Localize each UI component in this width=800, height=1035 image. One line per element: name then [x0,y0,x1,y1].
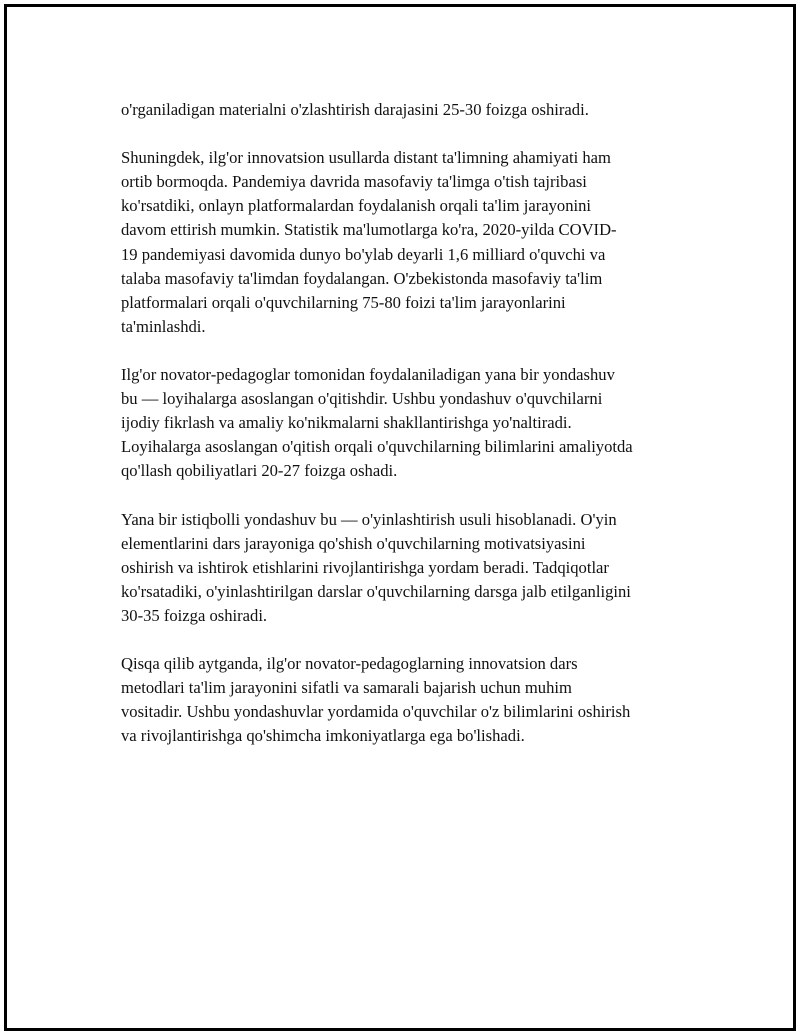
text-line: ortib bormoqda. Pandemiya davrida masofaviy ta'limga o'tish tajribasi [121,172,587,192]
text-line: Shuningdek, ilg'or innovatsion usullarda distant ta'limning ahamiyati ham [121,148,611,168]
page-frame [4,4,796,1031]
text-line: ta'minlashdi. [121,316,206,336]
text-line: vositadir. Ushbu yondashuvlar yordamida o'quvchilar o'z bilimlarini oshirish [121,702,631,722]
text-line: 30-35 foizga oshiradi. [121,605,268,625]
text-line: metodlari ta'lim jarayonini sifatli va samarali bajarish uchun muhim [121,678,572,698]
text-line: platformalari orqali o'quvchilarning 75-80 foizi ta'lim jarayonlarini [121,292,566,312]
text-line: ijodiy fikrlash va amaliy ko'nikmalarni shakllantirishga yo'naltiradi. [121,413,572,433]
text-line: va rivojlantirishga qo'shimcha imkoniyatlarga ega bo'lishadi. [121,726,525,746]
text-line: 19 pandemiyasi davomida dunyo bo'ylab deyarli 1,6 milliard o'quvchi va [121,244,606,264]
text-line: talaba masofaviy ta'limdan foydalangan. O'zbekistonda masofaviy ta'lim [121,268,603,288]
text-line: ko'rsatdiki, onlayn platformalardan foydalanish orqali ta'lim jarayonini [121,196,592,216]
paragraph-4 [121,508,696,628]
text-line: o'rganiladigan materialni o'zlashtirish darajasini 25-30 foizga oshiradi. [121,100,589,119]
paragraph-3 [121,363,696,483]
text-line: bu — loyihalarga asoslangan o'qitishdir. Ushbu yondashuv o'quvchilarni [121,389,603,409]
text-line: davom ettirish mumkin. Statistik ma'lumotlarga ko'ra, 2020-yilda COVID- [121,220,617,240]
text-line: ko'rsatadiki, o'yinlashtirilgan darslar o'quvchilarning darsga jalb etilganligini [121,581,631,601]
text-line: Qisqa qilib aytganda, ilg'or novator-pedagoglarning innovatsion dars [121,654,578,674]
text-line: Yana bir istiqbolli yondashuv bu — o'yinlashtirish usuli hisoblanadi. O'yin [121,509,617,529]
document-body [121,98,696,773]
paragraph-5 [121,652,696,748]
text-line: Loyihalarga asoslangan o'qitish orqali o'quvchilarning bilimlarini amaliyotda [121,437,633,457]
text-line: qo'llash qobiliyatlari 20-27 foizga oshadi. [121,461,398,481]
paragraph-2 [121,146,696,339]
text-line: elementlarini dars jarayoniga qo'shish o'quvchilarning motivatsiyasini [121,533,586,553]
paragraph-1 [121,98,696,122]
text-line: oshirish va ishtirok etishlarini rivojlantirishga yordam beradi. Tadqiqotlar [121,557,609,577]
text-line: Ilg'or novator-pedagoglar tomonidan foydalaniladigan yana bir yondashuv [121,365,615,385]
